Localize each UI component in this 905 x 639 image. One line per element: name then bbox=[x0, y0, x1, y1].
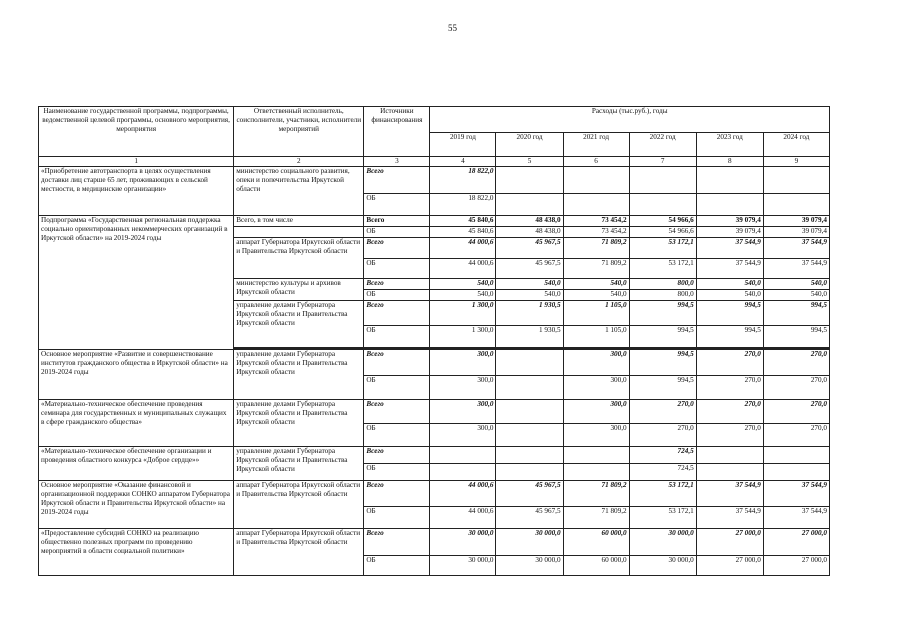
value-ob bbox=[496, 376, 563, 400]
value-ob bbox=[496, 464, 563, 481]
value-ob: 73 454,2 bbox=[563, 227, 629, 238]
value-ob: 270,0 bbox=[696, 424, 763, 447]
column-number: 6 bbox=[563, 157, 629, 167]
value-ob: 994,5 bbox=[696, 326, 763, 348]
value-ob bbox=[763, 464, 829, 481]
value-all: 540,0 bbox=[763, 279, 829, 290]
value-all bbox=[696, 167, 763, 194]
value-ob bbox=[696, 464, 763, 481]
value-ob: 37 544,9 bbox=[763, 507, 829, 529]
source-all: Всего bbox=[364, 481, 430, 507]
value-ob: 540,0 bbox=[563, 290, 629, 301]
value-all: 39 079,4 bbox=[696, 216, 763, 227]
value-ob bbox=[430, 464, 496, 481]
value-all bbox=[496, 447, 563, 464]
value-ob: 45 840,6 bbox=[430, 227, 496, 238]
value-all: 30 000,0 bbox=[496, 529, 563, 556]
row-executor: управление делами Губернатора Иркутской области и Правительства Иркутской области bbox=[234, 301, 364, 348]
value-all: 540,0 bbox=[496, 279, 563, 290]
value-ob: 53 172,1 bbox=[629, 507, 696, 529]
source-ob: ОБ bbox=[364, 290, 430, 301]
value-all: 45 967,5 bbox=[496, 481, 563, 507]
header-year: 2022 год bbox=[629, 133, 696, 157]
value-all: 53 172,1 bbox=[629, 238, 696, 259]
row-executor: министерство социального развития, опеки и попечительства Иркутской области bbox=[234, 167, 364, 216]
column-number: 8 bbox=[696, 157, 763, 167]
source-ob: ОБ bbox=[364, 424, 430, 447]
column-number: 7 bbox=[629, 157, 696, 167]
value-all: 44 000,6 bbox=[430, 481, 496, 507]
value-ob: 53 172,1 bbox=[629, 259, 696, 279]
header-expenses: Расходы (тыс.руб.), годы bbox=[430, 107, 830, 133]
value-all bbox=[496, 350, 563, 376]
source-ob: ОБ bbox=[364, 376, 430, 400]
value-all: 37 544,9 bbox=[763, 481, 829, 507]
value-all: 39 079,4 bbox=[763, 216, 829, 227]
value-ob: 994,5 bbox=[763, 326, 829, 348]
value-all: 27 000,0 bbox=[696, 529, 763, 556]
value-all: 45 967,5 bbox=[496, 238, 563, 259]
header-year: 2023 год bbox=[696, 133, 763, 157]
value-all bbox=[496, 400, 563, 424]
value-all: 300,0 bbox=[430, 400, 496, 424]
value-all bbox=[629, 167, 696, 194]
value-all: 37 544,9 bbox=[763, 238, 829, 259]
header-source: Источники финансирования bbox=[364, 107, 430, 157]
row-name: Подпрограмма «Государственная региональная поддержка социально ориентированных некоммерческих организаций в Иркутской области» на 2019-2024 годы bbox=[39, 216, 234, 350]
value-all: 724,5 bbox=[629, 447, 696, 464]
source-ob: ОБ bbox=[364, 464, 430, 481]
row-executor: управление делами Губернатора Иркутской области и Правительства Иркутской области bbox=[234, 400, 364, 447]
value-ob bbox=[696, 194, 763, 216]
value-all: 37 544,9 bbox=[696, 238, 763, 259]
value-ob: 30 000,0 bbox=[496, 556, 563, 576]
column-number: 9 bbox=[763, 157, 829, 167]
source-all: Всего bbox=[364, 447, 430, 464]
value-all bbox=[430, 447, 496, 464]
value-all: 270,0 bbox=[763, 350, 829, 376]
source-ob: ОБ bbox=[364, 326, 430, 348]
row-name: «Приобретение автотранспорта в целях осуществления доставки лиц старше 65 лет, проживающих в сельской местности, в медицинские организации» bbox=[39, 167, 234, 216]
header-year: 2020 год bbox=[496, 133, 563, 157]
value-all: 540,0 bbox=[430, 279, 496, 290]
row-name: Основное мероприятие «Развитие и совершенствование институтов гражданского общества в Иркутской области» на 2019-2024 годы bbox=[39, 350, 234, 400]
source-ob: ОБ bbox=[364, 556, 430, 576]
header-executor: Ответственный исполнитель, соисполнители, участники, исполнители мероприятий bbox=[234, 107, 364, 157]
column-number: 3 bbox=[364, 157, 430, 167]
value-all: 994,5 bbox=[696, 301, 763, 326]
value-all bbox=[496, 167, 563, 194]
value-ob: 48 438,0 bbox=[496, 227, 563, 238]
value-ob: 270,0 bbox=[629, 424, 696, 447]
value-all: 270,0 bbox=[763, 400, 829, 424]
value-ob: 270,0 bbox=[763, 424, 829, 447]
header-year: 2019 год bbox=[430, 133, 496, 157]
value-ob bbox=[563, 194, 629, 216]
value-all: 60 000,0 bbox=[563, 529, 629, 556]
value-ob: 300,0 bbox=[563, 424, 629, 447]
source-all: Всего bbox=[364, 279, 430, 290]
value-ob: 540,0 bbox=[696, 290, 763, 301]
value-ob: 800,0 bbox=[629, 290, 696, 301]
value-all: 1 300,0 bbox=[430, 301, 496, 326]
value-ob bbox=[563, 464, 629, 481]
column-number: 4 bbox=[430, 157, 496, 167]
value-ob: 994,5 bbox=[629, 326, 696, 348]
value-all: 53 172,1 bbox=[629, 481, 696, 507]
header-year: 2021 год bbox=[563, 133, 629, 157]
row-executor: министерство культуры и архивов Иркутской области bbox=[234, 279, 364, 301]
value-all: 270,0 bbox=[629, 400, 696, 424]
header-year: 2024 год bbox=[763, 133, 829, 157]
value-all: 73 454,2 bbox=[563, 216, 629, 227]
value-ob bbox=[763, 194, 829, 216]
value-all: 30 000,0 bbox=[629, 529, 696, 556]
value-ob: 270,0 bbox=[763, 376, 829, 400]
value-ob: 1 930,5 bbox=[496, 326, 563, 348]
source-all: Всего bbox=[364, 216, 430, 227]
value-ob: 724,5 bbox=[629, 464, 696, 481]
value-ob: 37 544,9 bbox=[696, 507, 763, 529]
value-all: 54 966,6 bbox=[629, 216, 696, 227]
value-all bbox=[696, 447, 763, 464]
value-all: 37 544,9 bbox=[696, 481, 763, 507]
row-executor: аппарат Губернатора Иркутской области и Правительства Иркутской области bbox=[234, 529, 364, 576]
value-ob: 37 544,9 bbox=[763, 259, 829, 279]
source-ob: ОБ bbox=[364, 194, 430, 216]
source-ob: ОБ bbox=[364, 227, 430, 238]
value-ob: 540,0 bbox=[430, 290, 496, 301]
value-ob: 54 966,6 bbox=[629, 227, 696, 238]
value-ob: 30 000,0 bbox=[629, 556, 696, 576]
value-all: 800,0 bbox=[629, 279, 696, 290]
value-ob: 994,5 bbox=[629, 376, 696, 400]
value-all: 71 809,2 bbox=[563, 238, 629, 259]
value-ob: 300,0 bbox=[430, 424, 496, 447]
source-ob: ОБ bbox=[364, 259, 430, 279]
value-all bbox=[763, 167, 829, 194]
value-all bbox=[563, 447, 629, 464]
value-ob: 300,0 bbox=[563, 376, 629, 400]
row-name: «Материально-техническое обеспечение организации и проведения областного конкурса «Доброе сердце»» bbox=[39, 447, 234, 481]
value-all bbox=[563, 167, 629, 194]
value-ob: 540,0 bbox=[496, 290, 563, 301]
value-ob bbox=[496, 424, 563, 447]
header-name: Наименование государственной программы, подпрограммы, ведомственной целевой программы, основного мероприятия, мероприятия bbox=[39, 107, 234, 157]
source-all: Всего bbox=[364, 350, 430, 376]
row-executor: Всего, в том числе bbox=[234, 216, 364, 227]
value-ob: 540,0 bbox=[763, 290, 829, 301]
column-number: 2 bbox=[234, 157, 364, 167]
value-all: 300,0 bbox=[430, 350, 496, 376]
value-ob: 27 000,0 bbox=[763, 556, 829, 576]
source-all: Всего bbox=[364, 529, 430, 556]
value-all: 540,0 bbox=[563, 279, 629, 290]
value-all: 48 438,0 bbox=[496, 216, 563, 227]
value-ob: 39 079,4 bbox=[763, 227, 829, 238]
budget-table bbox=[38, 106, 830, 576]
value-all: 994,5 bbox=[763, 301, 829, 326]
value-ob: 44 000,6 bbox=[430, 259, 496, 279]
value-all: 27 000,0 bbox=[763, 529, 829, 556]
value-all: 1 105,0 bbox=[563, 301, 629, 326]
value-all: 1 930,5 bbox=[496, 301, 563, 326]
value-ob: 1 105,0 bbox=[563, 326, 629, 348]
row-name: «Предоставление субсидий СОНКО на реализацию общественно полезных программ по проведению мероприятий в области социальной политики» bbox=[39, 529, 234, 576]
value-ob: 270,0 bbox=[696, 376, 763, 400]
value-all: 540,0 bbox=[696, 279, 763, 290]
column-number: 5 bbox=[496, 157, 563, 167]
value-all: 270,0 bbox=[696, 350, 763, 376]
value-ob: 71 809,2 bbox=[563, 259, 629, 279]
value-ob: 44 000,6 bbox=[430, 507, 496, 529]
value-all: 71 809,2 bbox=[563, 481, 629, 507]
source-ob: ОБ bbox=[364, 507, 430, 529]
value-ob: 39 079,4 bbox=[696, 227, 763, 238]
row-executor: аппарат Губернатора Иркутской области и Правительства Иркутской области bbox=[234, 481, 364, 529]
value-ob: 37 544,9 bbox=[696, 259, 763, 279]
column-number: 1 bbox=[39, 157, 234, 167]
row-name: «Материально-техническое обеспечение проведения семинара для государственных и муниципальных служащих в сфере гражданского общества» bbox=[39, 400, 234, 447]
value-all: 300,0 bbox=[563, 350, 629, 376]
value-all: 300,0 bbox=[563, 400, 629, 424]
value-ob bbox=[496, 194, 563, 216]
value-all: 44 000,6 bbox=[430, 238, 496, 259]
row-executor: управление делами Губернатора Иркутской области и Правительства Иркутской области bbox=[234, 447, 364, 481]
row-executor: управление делами Губернатора Иркутской области и Правительства Иркутской области bbox=[234, 350, 364, 400]
value-all: 994,5 bbox=[629, 350, 696, 376]
value-ob: 30 000,0 bbox=[430, 556, 496, 576]
page-number: 55 bbox=[448, 23, 457, 33]
row-name: Основное мероприятие «Оказание финансовой и организационной поддержки СОНКО аппаратом Губернатора Иркутской области и Правительства Иркутской области» на 2019-2024 годы bbox=[39, 481, 234, 529]
value-ob: 45 967,5 bbox=[496, 507, 563, 529]
source-all: Всего bbox=[364, 301, 430, 326]
value-all: 18 822,0 bbox=[430, 167, 496, 194]
value-ob bbox=[629, 194, 696, 216]
value-all: 270,0 bbox=[696, 400, 763, 424]
source-all: Всего bbox=[364, 238, 430, 259]
source-all: Всего bbox=[364, 167, 430, 194]
value-ob: 45 967,5 bbox=[496, 259, 563, 279]
value-ob: 18 822,0 bbox=[430, 194, 496, 216]
value-ob: 27 000,0 bbox=[696, 556, 763, 576]
row-executor: аппарат Губернатора Иркутской области и Правительства Иркутской области bbox=[234, 238, 364, 279]
value-all: 45 840,6 bbox=[430, 216, 496, 227]
value-all: 30 000,0 bbox=[430, 529, 496, 556]
value-all bbox=[763, 447, 829, 464]
value-ob: 1 300,0 bbox=[430, 326, 496, 348]
value-ob: 71 809,2 bbox=[563, 507, 629, 529]
value-ob: 60 000,0 bbox=[563, 556, 629, 576]
source-all: Всего bbox=[364, 400, 430, 424]
value-all: 994,5 bbox=[629, 301, 696, 326]
value-ob: 300,0 bbox=[430, 376, 496, 400]
